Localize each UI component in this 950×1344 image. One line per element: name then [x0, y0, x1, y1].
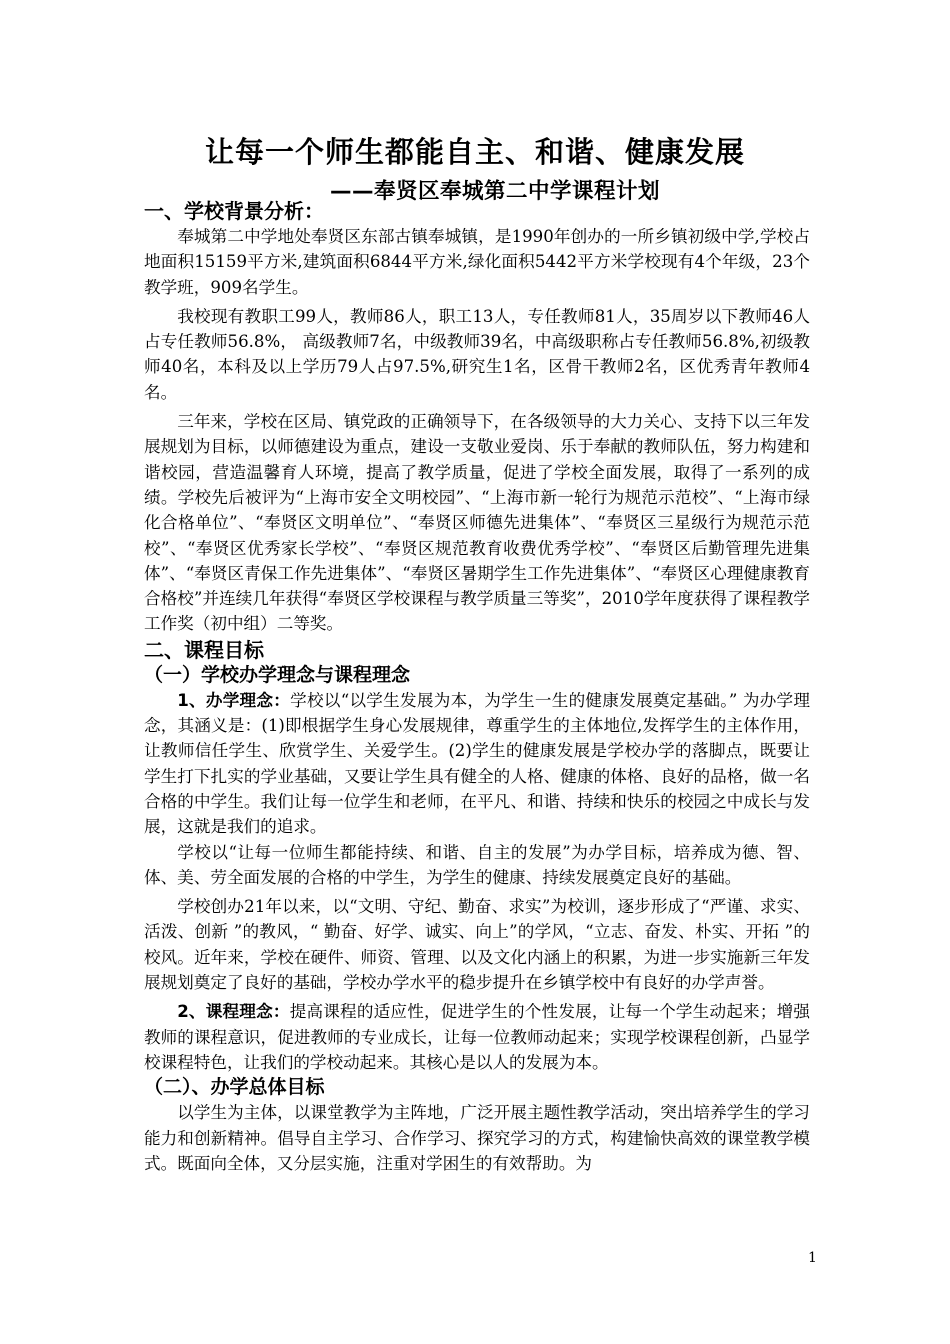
section2-paragraph: 学校创办21年以来，以“文明、守纪、勤奋、求实”为校训，逐步形成了“严谨、求实、活泼、创新 ”的教风，“ 勤奋、好学、诚实、向上”的学风，“立志、奋发、朴实、开拓 ”的校风。近年来，学校在硬件、师资、管理、以及文化内涵上的积累，为进一步实施新三年发展规划奠定了良好的基础，学校办学水平的稳步提升在乡镇学校中有良好的办学声誉。 [144, 897, 810, 993]
section2-heading: 二、课程目标 [144, 637, 264, 662]
document-title: 让每一个师生都能自主、和谐、健康发展 [204, 135, 745, 169]
section2-item2 [144, 999, 810, 1075]
section1-paragraph: 我校现有教职工99人，教师86人，职工13人，专任教师81人，35周岁以下教师46人占专任教师56.8%， 高级教师7名，中级教师39名，中高级职称占专任教师56.8%,初级教师40名，本科及以上学历79人占97.5%,研究生1名，区骨干教师2名，区优秀青年教师4名。 [144, 306, 810, 402]
item1-lead: 1、办学理念： [177, 690, 291, 710]
document-body [144, 198, 810, 1176]
section1-paragraph: 奉城第二中学地处奉贤区东部古镇奉城镇，是1990年创办的一所乡镇初级中学,学校占地面积15159平方米,建筑面积6844平方米,绿化面积5442平方米学校现有4个年级，23个教学班，909名学生。 [144, 227, 810, 297]
document-subtitle: ——奉贤区奉城第二中学课程计划 [330, 179, 661, 204]
section2-item1 [144, 688, 810, 840]
section2-sub2-heading: （二）、办学总体目标 [144, 1076, 325, 1099]
section2-paragraph: 以学生为主体，以课堂教学为主阵地，广泛开展主题性教学活动，突出培养学生的学习能力和创新精神。倡导自主学习、合作学习、探究学习的方式，构建愉快高效的课堂教学模式。既面向全体，又分层实施，注重对学困生的有效帮助。为 [144, 1103, 810, 1173]
section2-paragraph: 学校以“让每一位师生都能持续、和谐、自主的发展”为办学目标，培养成为德、智、体、美、劳全面发展的合格的中学生，为学生的健康、持续发展奠定良好的基础。 [144, 842, 810, 887]
section1-heading: 一、学校背景分析： [144, 199, 324, 223]
item1-text: 学校以“以学生发展为本，为学生一生的健康发展奠定基础。” 为办学理念，其涵义是：(1)即根据学生身心发展规律，尊重学生的主体地位,发挥学生的主体作用，让教师信任学生、欣赏学生、关爱学生。(2)学生的健康发展是学校办学的落脚点，既要让学生打下扎实的学业基础，又要让学生具有健全的人格、健康的体格、良好的品格，做一名合格的中学生。我们让每一位学生和老师，在平凡、和谐、持续和快乐的校园之中成长与发展，这就是我们的追求。 [144, 690, 810, 837]
item2-text: 提高课程的适应性，促进学生的个性发展，让每一个学生动起来；增强教师的课程意识，促进教师的专业成长，让每一位教师动起来；实现学校课程创新，凸显学校课程特色，让我们的学校动起来。其核心是以人的发展为本。 [144, 1002, 811, 1072]
page-number: 1 [808, 1250, 817, 1266]
item2-lead: 2、课程理念： [177, 1002, 290, 1022]
section2-sub1-heading: （一）学校办学理念与课程理念 [144, 663, 411, 686]
section1-paragraph: 三年来，学校在区局、镇党政的正确领导下，在各级领导的大力关心、支持下以三年发展规划为目标，以师德建设为重点，建设一支敬业爱岗、乐于奉献的教师队伍，努力构建和谐校园，营造温馨育人环境，提高了教学质量，促进了学校全面发展，取得了一系列的成绩。学校先后被评为“上海市安全文明校园”、“上海市新一轮行为规范示范校”、“上海市绿化合格单位”、“奉贤区文明单位”、“奉贤区师德先进集体”、“奉贤区三星级行为规范示范校”、“奉贤区优秀家长学校”、“奉贤区规范教育收费优秀学校”、“奉贤区后勤管理先进集体”、“奉贤区青保工作先进集体”、“奉贤区暑期学生工作先进集体”、“奉贤区心理健康教育合格校”并连续几年获得“奉贤区学校课程与教学质量三等奖”，2010学年度获得了课程教学工作奖（初中组）二等奖。 [144, 412, 810, 634]
